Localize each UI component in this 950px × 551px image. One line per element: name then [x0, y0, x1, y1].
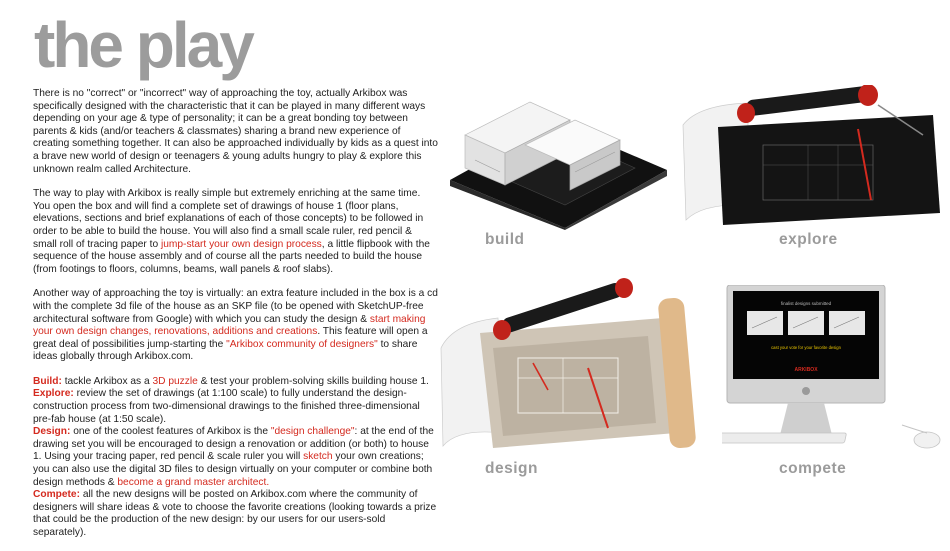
community-link[interactable]: "Arkibox community of designers": [226, 338, 378, 350]
text-span: review the set of drawings (at 1:100 scale) to fully understand the design-construction process from two-dimensional drawings to the finished three-dimensional pre-fab house (at 1:50 scale).: [33, 388, 420, 425]
text-span: your own creations; you can also use the digital 3D files to design virtually on your computer or combine both design methods &: [33, 451, 433, 488]
screen-heading: finalist designs submitted: [780, 301, 832, 306]
mode-build-label: Build:: [33, 375, 62, 387]
grand-master-link[interactable]: become a grand master architect.: [117, 476, 270, 488]
explore-image: [678, 85, 948, 230]
mode-compete-label: Compete:: [33, 489, 80, 501]
screen-brand: ARKIBOX: [794, 367, 818, 373]
text-span: all the new designs will be posted on Arkibox.com where the community of designers will share ideas & vote to choose the favorite creations (looking towards a prize that could be the production of the new design: by our users for our users-sold separately).: [33, 489, 437, 538]
text-span: to share ideas globally through Arkibox.com.: [33, 338, 418, 363]
text-span: & test your problem-solving skills building house 1.: [197, 375, 429, 387]
text-span: one of the coolest features of Arkibox is the: [70, 426, 271, 438]
text-span: Another way of approaching the toy is virtually: an extra feature included in the box is a cd with the complete 3d file of the house as an SKP file (to be opened with SketchUP-free architectural software from Google) with which you can study the design &: [33, 288, 438, 325]
design-changes-link[interactable]: start making your own design changes, renovations, additions and creations: [33, 313, 426, 338]
build-image: [445, 60, 670, 230]
text-span: . This feature will open a great deal of possibilities jump-starting the: [33, 326, 428, 350]
intro-paragraph-2: [33, 188, 438, 276]
apple-logo-icon: [802, 387, 810, 395]
text-span: tackle Arkibox as a: [61, 375, 153, 387]
design-image: [438, 278, 700, 458]
text-span: : at the end of the drawing set you will be encouraged to design a renovation or addition (or both) to house 1. Using your tracing paper, red pencil & scale ruler you will: [33, 426, 434, 463]
explore-caption: explore: [779, 231, 838, 248]
mode-explore: [33, 388, 438, 426]
text-span: , a little flipbook with the sequence of the house assembly and of course all the parts needed to build the house (from footings to floors, columns, beams, wall panels & roof slabs).: [33, 238, 430, 275]
mode-design: [33, 426, 438, 489]
mode-compete: [33, 489, 438, 539]
jump-start-link[interactable]: jump-start your own design process: [160, 238, 322, 250]
build-caption: build: [485, 231, 525, 248]
3d-puzzle-link[interactable]: 3D puzzle: [152, 375, 198, 387]
sketch-link[interactable]: sketch: [303, 451, 333, 463]
compete-image: [722, 285, 947, 460]
intro-paragraph-1: There is no "correct" or "incorrect" way of approaching the toy, actually Arkibox was specifically designed with the characteristic that it can be played in many different ways depending on your age & type of personality; it can be a great bonding toy between parents & kids (and/or teachers & classmates) sharing a brand new experience of creating something together. It can also be approached individually by kids as a quest into a brave new world of design or teenagers & young adults hungry to play & explore this unknown realm called Architecture.: [33, 88, 438, 175]
mode-explore-label: Explore:: [33, 388, 74, 400]
design-caption: design: [485, 460, 538, 477]
page-title: the play: [34, 9, 252, 81]
intro-paragraph-3: [33, 288, 438, 364]
screen-vote-text: cast your vote for your favorite design: [771, 345, 841, 350]
compete-caption: compete: [779, 460, 847, 477]
design-challenge-link[interactable]: "design challenge": [270, 426, 355, 438]
mode-design-label: Design:: [33, 426, 71, 438]
text-span: The way to play with Arkibox is really simple but extremely enriching at the same time. You open the box and will find a complete set of drawings of house 1 (floor plans, elevations, sections and brief explanations of each of those concepts) to be followed in order to be able to build the house. You will also find a small scale ruler, red pencil & small roll of tracing paper to: [33, 188, 424, 250]
text-column: [33, 88, 438, 540]
mode-build: [33, 376, 438, 389]
